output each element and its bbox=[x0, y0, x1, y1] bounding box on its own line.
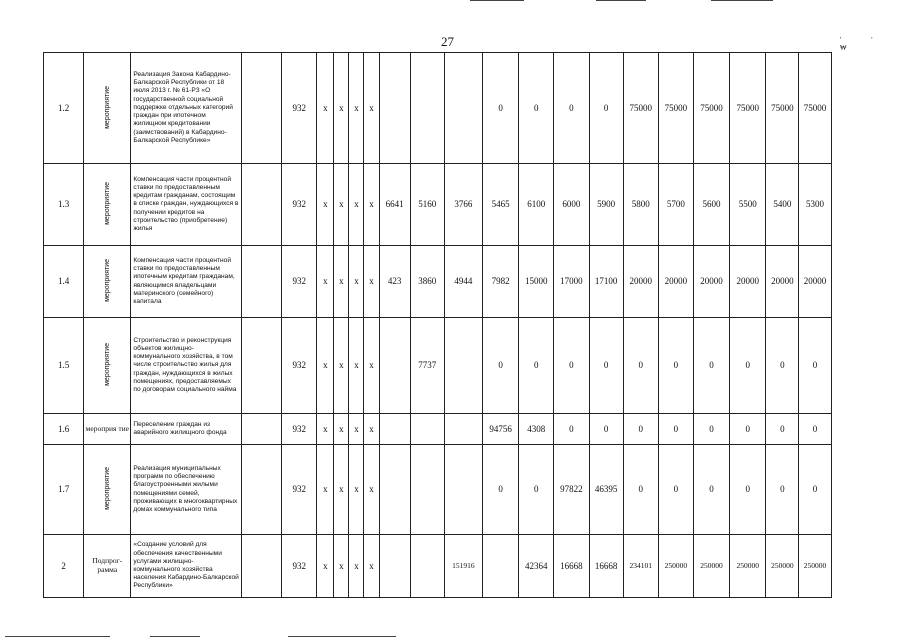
empty-cell bbox=[241, 414, 281, 445]
row-description: Компенсация части процентной ставки по предоставленным кредитам гражданам, состоящим в списке граждан, нуждающихся в получении кредитов на строительство (приобретение) жилья bbox=[131, 164, 242, 246]
value-cell: 0 bbox=[623, 414, 658, 445]
value-cell: 0 bbox=[693, 318, 729, 414]
row-number: 1.4 bbox=[44, 246, 84, 318]
value-cell bbox=[444, 318, 482, 414]
value-cell: 0 bbox=[799, 318, 831, 414]
value-cell: 0 bbox=[799, 445, 831, 535]
value-cell: 20000 bbox=[730, 246, 766, 318]
value-cell: 6641 bbox=[379, 164, 410, 246]
value-cell: 3766 bbox=[444, 164, 482, 246]
top-rule-1 bbox=[470, 0, 524, 1]
value-cell bbox=[410, 445, 444, 535]
empty-cell bbox=[241, 164, 281, 246]
value-cell: 0 bbox=[589, 53, 623, 164]
value-cell: 17100 bbox=[589, 246, 623, 318]
value-cell bbox=[483, 535, 519, 598]
bottom-rule-2 bbox=[150, 636, 200, 637]
x-mark: x bbox=[334, 318, 349, 414]
row-code: 932 bbox=[282, 53, 317, 164]
value-cell: 0 bbox=[589, 414, 623, 445]
row-type-cell bbox=[84, 246, 131, 318]
value-cell: 5800 bbox=[623, 164, 658, 246]
value-cell bbox=[379, 445, 410, 535]
value-cell: 250000 bbox=[766, 535, 799, 598]
value-cell: 6000 bbox=[554, 164, 589, 246]
x-mark: x bbox=[334, 445, 349, 535]
row-type: мероприятие bbox=[103, 343, 111, 386]
row-code: 932 bbox=[282, 164, 317, 246]
value-cell: 0 bbox=[483, 445, 519, 535]
x-mark: x bbox=[364, 53, 379, 164]
x-mark: x bbox=[364, 414, 379, 445]
value-cell: 0 bbox=[766, 445, 799, 535]
row-type: мероприятие bbox=[103, 467, 111, 510]
value-cell: 7982 bbox=[483, 246, 519, 318]
row-type: мероприя тие bbox=[84, 414, 131, 445]
value-cell bbox=[410, 535, 444, 598]
row-description: Переселение граждан из аварийного жилищного фонда bbox=[131, 414, 242, 445]
row-description: Реализация Закона Кабардино-Балкарской Республики от 18 июля 2013 г. № 61-РЗ «О государственной социальной поддержке отдельных категорий граждан при ипотечном жилищном кредитовании (заимствований) в Кабардино-Балкарской Республике» bbox=[131, 53, 242, 164]
x-mark: x bbox=[349, 53, 364, 164]
value-cell: 0 bbox=[693, 445, 729, 535]
value-cell: 75000 bbox=[730, 53, 766, 164]
value-cell: 6100 bbox=[519, 164, 554, 246]
value-cell: 0 bbox=[589, 318, 623, 414]
row-type: Подпрог- рамма bbox=[84, 535, 131, 598]
value-cell: 0 bbox=[730, 445, 766, 535]
value-cell: 0 bbox=[554, 53, 589, 164]
value-cell: 0 bbox=[766, 318, 799, 414]
value-cell: 0 bbox=[623, 318, 658, 414]
top-rule-3 bbox=[711, 0, 773, 1]
value-cell: 0 bbox=[730, 414, 766, 445]
value-cell: 250000 bbox=[799, 535, 831, 598]
value-cell: 0 bbox=[730, 318, 766, 414]
value-cell: 5465 bbox=[483, 164, 519, 246]
value-cell: 151916 bbox=[444, 535, 482, 598]
value-cell: 20000 bbox=[766, 246, 799, 318]
value-cell: 0 bbox=[658, 318, 693, 414]
row-code: 932 bbox=[282, 246, 317, 318]
x-mark: x bbox=[334, 535, 349, 598]
value-cell: 250000 bbox=[730, 535, 766, 598]
value-cell bbox=[444, 414, 482, 445]
x-mark: x bbox=[334, 246, 349, 318]
empty-cell bbox=[241, 318, 281, 414]
value-cell bbox=[444, 53, 482, 164]
value-cell: 75000 bbox=[658, 53, 693, 164]
value-cell: 5160 bbox=[410, 164, 444, 246]
x-mark: x bbox=[317, 164, 334, 246]
value-cell: 20000 bbox=[658, 246, 693, 318]
value-cell: 0 bbox=[519, 445, 554, 535]
value-cell bbox=[379, 535, 410, 598]
x-mark: x bbox=[349, 535, 364, 598]
value-cell: 20000 bbox=[693, 246, 729, 318]
x-mark: x bbox=[349, 246, 364, 318]
page-number: 27 bbox=[441, 34, 454, 49]
row-type: мероприятие bbox=[103, 85, 111, 129]
row-description: Реализация муниципальных программ по обеспечению благоустроенными жилыми помещениями семей, проживающих в многоквартирных домах коммунального типа bbox=[131, 445, 242, 535]
top-rule-2 bbox=[596, 0, 646, 1]
x-mark: x bbox=[364, 318, 379, 414]
row-code: 932 bbox=[282, 414, 317, 445]
x-mark: x bbox=[317, 535, 334, 598]
row-number: 1.7 bbox=[44, 445, 84, 535]
value-cell: 0 bbox=[693, 414, 729, 445]
row-type: мероприятие bbox=[103, 259, 111, 302]
value-cell: 0 bbox=[658, 445, 693, 535]
value-cell: 0 bbox=[554, 318, 589, 414]
row-type-cell bbox=[84, 53, 131, 164]
value-cell: 0 bbox=[483, 53, 519, 164]
value-cell: 0 bbox=[519, 53, 554, 164]
row-number: 1.3 bbox=[44, 164, 84, 246]
x-mark: x bbox=[317, 445, 334, 535]
value-cell: 0 bbox=[554, 414, 589, 445]
value-cell: 17000 bbox=[554, 246, 589, 318]
value-cell: 15000 bbox=[519, 246, 554, 318]
bottom-rule-3 bbox=[288, 636, 396, 637]
value-cell bbox=[379, 414, 410, 445]
table-row bbox=[44, 318, 867, 414]
value-cell: 75000 bbox=[799, 53, 831, 164]
x-mark: x bbox=[317, 246, 334, 318]
value-cell: 0 bbox=[799, 414, 831, 445]
x-mark: x bbox=[317, 53, 334, 164]
value-cell: 0 bbox=[519, 318, 554, 414]
value-cell: 16668 bbox=[554, 535, 589, 598]
row-description: Строительство и реконструкция объектов жилищно-коммунального хозяйства, в том числе строительство жилья для граждан, нуждающихся в жилых помещениях, предоставляемых по договорам социального найма bbox=[131, 318, 242, 414]
x-mark: x bbox=[349, 318, 364, 414]
value-cell: 3860 bbox=[410, 246, 444, 318]
table-row bbox=[44, 535, 867, 598]
value-cell: 0 bbox=[483, 318, 519, 414]
value-cell: 5300 bbox=[799, 164, 831, 246]
empty-cell bbox=[241, 535, 281, 598]
value-cell: 5600 bbox=[693, 164, 729, 246]
row-number: 1.2 bbox=[44, 53, 84, 164]
value-cell: 5700 bbox=[658, 164, 693, 246]
x-mark: x bbox=[349, 164, 364, 246]
value-cell: 94756 bbox=[483, 414, 519, 445]
value-cell: 75000 bbox=[693, 53, 729, 164]
row-number: 1.5 bbox=[44, 318, 84, 414]
value-cell: 7737 bbox=[410, 318, 444, 414]
x-mark: x bbox=[364, 445, 379, 535]
row-code: 932 bbox=[282, 445, 317, 535]
x-mark: x bbox=[334, 53, 349, 164]
value-cell bbox=[379, 318, 410, 414]
value-cell: 0 bbox=[623, 445, 658, 535]
x-mark: x bbox=[364, 535, 379, 598]
value-cell bbox=[410, 414, 444, 445]
x-mark: x bbox=[334, 164, 349, 246]
value-cell: 250000 bbox=[658, 535, 693, 598]
table-row bbox=[44, 53, 867, 164]
x-mark: x bbox=[349, 445, 364, 535]
empty-cell bbox=[241, 445, 281, 535]
value-cell: 75000 bbox=[766, 53, 799, 164]
empty-cell bbox=[241, 53, 281, 164]
row-code: 932 bbox=[282, 535, 317, 598]
value-cell bbox=[379, 53, 410, 164]
budget-table bbox=[43, 52, 867, 598]
row-type-cell bbox=[84, 445, 131, 535]
value-cell: 5900 bbox=[589, 164, 623, 246]
empty-cell bbox=[241, 246, 281, 318]
row-type: мероприятие bbox=[103, 182, 111, 225]
value-cell bbox=[444, 445, 482, 535]
x-mark: x bbox=[317, 414, 334, 445]
row-type-cell bbox=[84, 318, 131, 414]
x-mark: x bbox=[334, 414, 349, 445]
x-mark: x bbox=[364, 164, 379, 246]
value-cell: 20000 bbox=[799, 246, 831, 318]
x-mark: x bbox=[349, 414, 364, 445]
value-cell: 0 bbox=[658, 414, 693, 445]
value-cell: 5500 bbox=[730, 164, 766, 246]
value-cell: 42364 bbox=[519, 535, 554, 598]
row-number: 2 bbox=[44, 535, 84, 598]
x-mark: x bbox=[364, 246, 379, 318]
value-cell: 75000 bbox=[623, 53, 658, 164]
value-cell: 234101 bbox=[623, 535, 658, 598]
value-cell: 97822 bbox=[554, 445, 589, 535]
value-cell: 16668 bbox=[589, 535, 623, 598]
value-cell: 20000 bbox=[623, 246, 658, 318]
table-row bbox=[44, 246, 867, 318]
value-cell: 0 bbox=[766, 414, 799, 445]
row-type-cell bbox=[84, 164, 131, 246]
bottom-rule-1 bbox=[5, 636, 110, 637]
table-row bbox=[44, 414, 867, 445]
value-cell: 250000 bbox=[693, 535, 729, 598]
table-row bbox=[44, 164, 867, 246]
x-mark: x bbox=[317, 318, 334, 414]
row-number: 1.6 bbox=[44, 414, 84, 445]
value-cell: 4944 bbox=[444, 246, 482, 318]
row-description: Компенсация части процентной ставки по предоставленным ипотечным кредитам гражданам, являющимся владельцами материнского (семейного) капитала bbox=[131, 246, 242, 318]
value-cell bbox=[410, 53, 444, 164]
value-cell: 4308 bbox=[519, 414, 554, 445]
value-cell: 423 bbox=[379, 246, 410, 318]
table-row bbox=[44, 445, 867, 535]
row-description: «Создание условий для обеспечения качественными услугами жилищно-коммунального хозяйства населения Кабардино-Балкарской Республики» bbox=[131, 535, 242, 598]
value-cell: 46395 bbox=[589, 445, 623, 535]
corner-marks: '' ₩ bbox=[840, 36, 903, 52]
value-cell: 5400 bbox=[766, 164, 799, 246]
row-code: 932 bbox=[282, 318, 317, 414]
